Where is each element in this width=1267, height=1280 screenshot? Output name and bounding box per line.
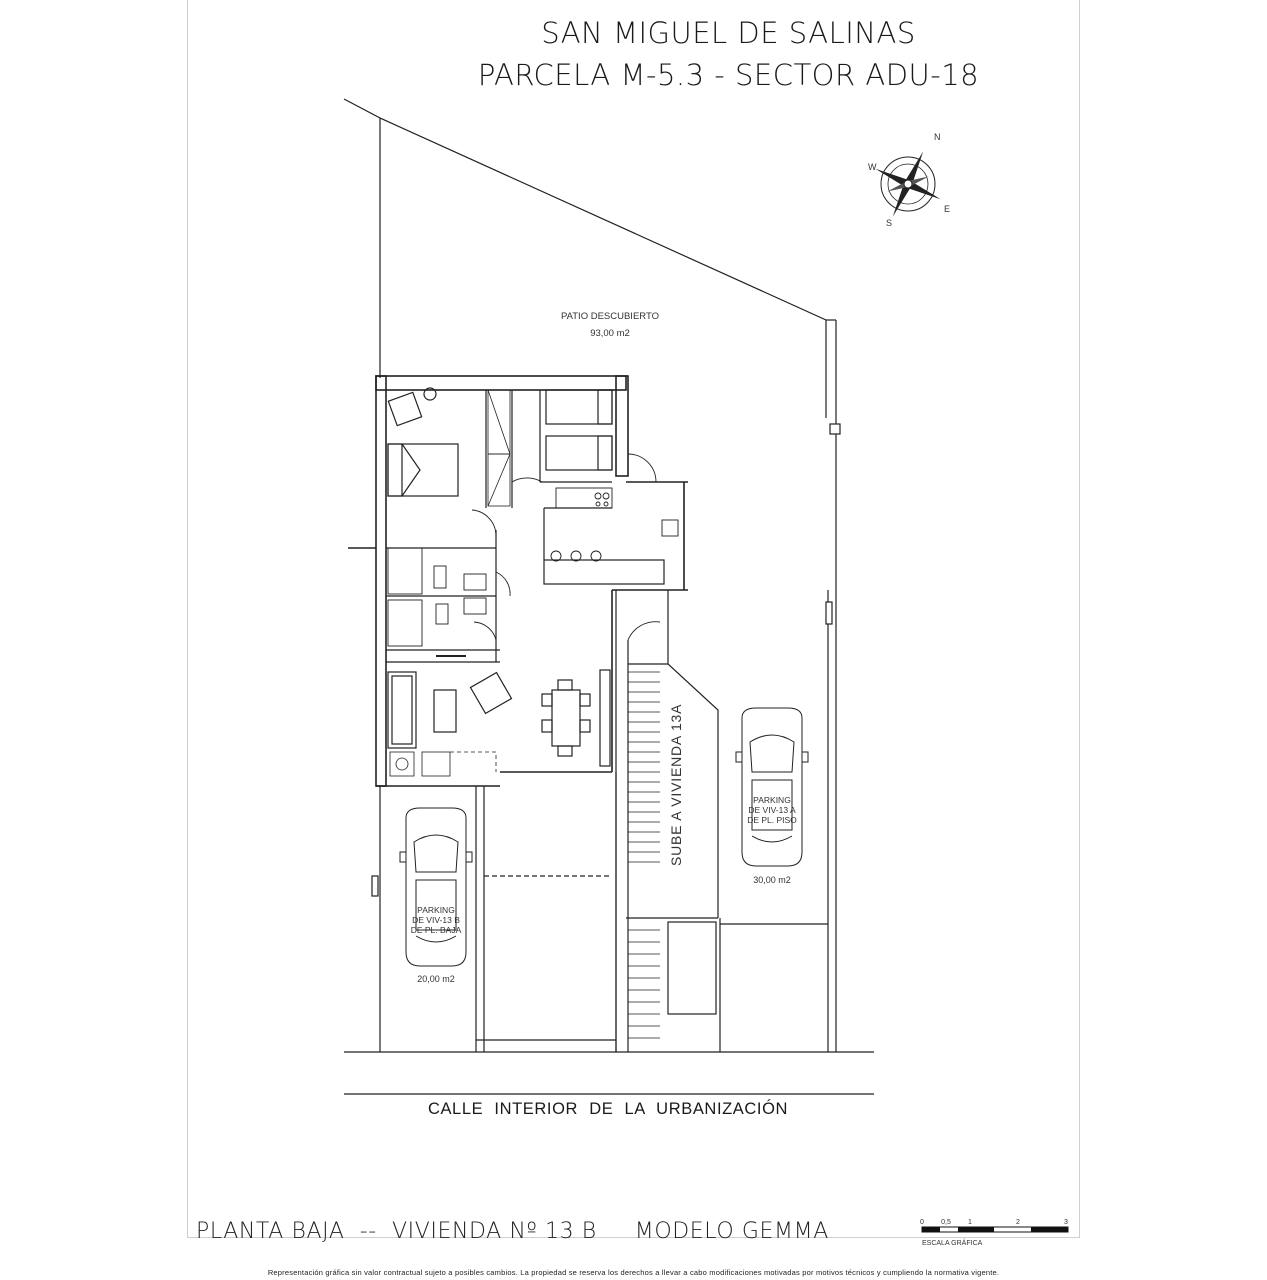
parking-right-area: 30,00 m2 (753, 875, 791, 885)
compass-n-label: N (934, 132, 941, 142)
parking-left-line2: DE VIV-13 B (412, 915, 460, 925)
plan-footer-title: PLANTA BAJA -- VIVIENDA Nº 13 B MODELO GEMMA (196, 1219, 829, 1244)
bed-single-1 (546, 390, 612, 424)
scale-bar (922, 1227, 1068, 1232)
car-left-icon (400, 808, 472, 966)
scale-tick-05: 0,5 (941, 1219, 951, 1226)
compass-s-label: S (886, 218, 893, 228)
armchair-living (471, 673, 512, 714)
parking-right-line3: DE PL. PISO (747, 815, 797, 825)
interior-partitions (386, 390, 664, 662)
street-label: CALLE INTERIOR DE LA URBANIZACIÓN (427, 1100, 789, 1118)
parking-left-enclosure (476, 772, 616, 1052)
disclaimer-text: Representación gráfica sin valor contractual sujeto a posibles cambios. La propiedad se reserva los derechos a llevar a cabo modificaciones motivadas por motivos técnicos y cumpliendo la normativa vigente. (267, 1268, 1000, 1277)
bathroom-fixtures (388, 548, 486, 646)
house-walls (348, 376, 688, 786)
sofa (388, 672, 416, 748)
wardrobes (488, 390, 510, 506)
compass-e-label: E (944, 204, 951, 214)
armchair-bedroom (388, 388, 436, 426)
parking-left-area: 20,00 m2 (417, 974, 455, 984)
scale-tick-1: 1 (968, 1219, 972, 1226)
kitchen-counter (551, 488, 678, 561)
compass-rose-icon (860, 136, 956, 232)
wall-posts (372, 424, 840, 896)
coffee-table (434, 690, 456, 732)
scale-tick-3: 3 (1064, 1219, 1068, 1226)
parking-left-line3: DE PL. BAJA (410, 925, 462, 935)
bed-single-2 (546, 436, 612, 470)
scale-label: ESCALA GRÁFICA (922, 1240, 983, 1247)
patio-area: 93,00 m2 (590, 328, 630, 339)
scale-tick-2: 2 (1016, 1219, 1020, 1226)
parking-left-line1: PARKING (417, 905, 455, 915)
project-subtitle: PARCELA M-5.3 - SECTOR ADU-18 (477, 58, 980, 92)
parking-right-line1: PARKING (753, 795, 791, 805)
stair-treads (628, 672, 660, 1038)
scale-tick-0: 0 (920, 1219, 924, 1226)
compass-w-label: W (868, 162, 877, 172)
tv-unit (390, 656, 496, 776)
project-title: SAN MIGUEL DE SALINAS (541, 16, 916, 50)
parking-right-line2: DE VIV-13 A (748, 805, 796, 815)
bed-master (388, 444, 458, 496)
car-right-icon (736, 708, 808, 866)
patio-label: PATIO DESCUBIERTO (560, 311, 660, 322)
dining-table (542, 670, 610, 766)
stairs-label: SUBE A VIVIENDA 13A (668, 703, 684, 866)
